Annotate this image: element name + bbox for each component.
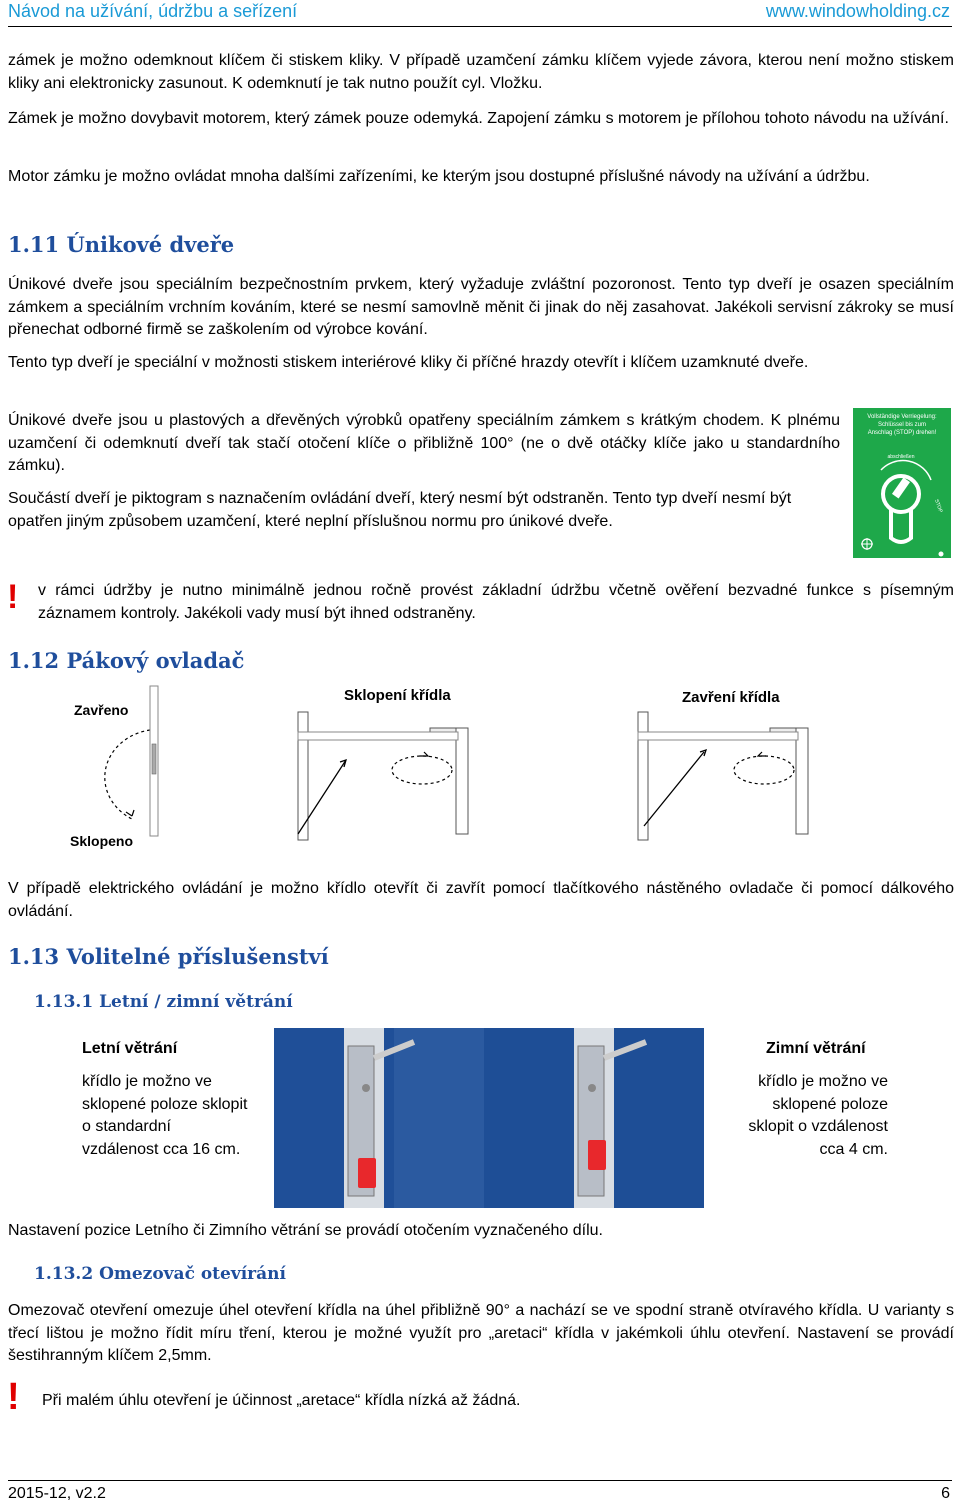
lever-paragraph: V případě elektrického ovládání je možno křídlo otevřít či zavřít pomocí tlačítkového nástěného ovladače či pomocí dálkového ovládání. — [8, 880, 954, 920]
pictogram-arc-label: abschließen — [887, 454, 915, 460]
escape-doors-paragraph-4: Součástí dveří je piktogram s naznačením ovládání dveří, který nesmí být odstraněn. Tento typ dveří nesmí být opatřen jiným způsobem uzamčení, které neplní příslušnou normu pro únikové dveře. — [8, 490, 792, 530]
escape-door-pictogram — [853, 408, 951, 558]
label-tilted: Sklopeno — [70, 833, 134, 849]
summer-lock-part — [358, 1158, 376, 1188]
frame-right — [456, 728, 468, 834]
document-version: 2015-12, v2.2 — [8, 1485, 106, 1502]
label-tilt-wing: Sklopení křídla — [344, 687, 451, 704]
aretace-warning: Při malém úhlu otevření je účinnost „aretace“ křídla nízká až žádná. — [42, 1392, 521, 1409]
warning-icon-2: ! — [7, 1376, 20, 1418]
ventilation-photo — [274, 1028, 704, 1208]
pictogram-text-2: Schlüssel bis zum — [877, 422, 927, 428]
subsection-heading-ventilation: 1.13.1 Letní / zimní větrání — [34, 992, 293, 1012]
intro-paragraph-2: Zámek je možno dovybavit motorem, který zámek pouze odemyká. Zapojení zámku s motorem je přílohou tohoto návodu na užívání. — [8, 110, 949, 127]
intro-paragraph-3: Motor zámku je možno ovládat mnoha dalšími zařízeními, ke kterým jsou dostupné příslušné návody na užívání a údržbu. — [8, 168, 870, 185]
warning-icon: ! — [7, 578, 19, 616]
page-header — [8, 0, 952, 27]
escape-doors-paragraph-2: Tento typ dveří je speciální v možnosti stiskem interiérové kliky či příčné hrazdy otevřít i klíčem uzamknuté dveře. — [8, 354, 809, 371]
section-heading-accessories: 1.13 Volitelné příslušenství — [8, 944, 329, 969]
escape-doors-paragraph-3: Únikové dveře jsou u plastových a dřevěných výrobků opatřeny speciálním zámkem s krátkým chodem. K plnému uzamčení či odemknutí dveří tak stačí otočení klíče o přibližně 100° (ne o dvě otáčky klíče jako u standardního zámku). — [8, 412, 840, 474]
opening-limiter-paragraph: Omezovač otevření omezuje úhel otevření křídla na úhel přibližně 90° a nachází se ve spodní straně otvíravého křídla. U varianty s třecí lištou je možno řídit míru tření, kterou je možné využít pro „aretaci“ křídla v jakémkoli úhlu otevření. Nastavení se provádí šestihranným klíčem 2,5mm. — [8, 1302, 954, 1364]
intro-paragraph-1: zámek je možno odemknout klíčem či stiskem kliky. V případě uzamčení zámku klíčem vyjede závora, kterou není možno stiskem kliky ani elektronicky zasunout. K odemknutí je tak nutno použít cyl. Vložku. — [8, 52, 954, 92]
summer-ventilation-text: křídlo je možno ve sklopené poloze sklopit o standardní vzdálenost cca 16 cm. — [82, 1073, 248, 1158]
section-heading-lever-control: 1.12 Pákový ovladač — [8, 648, 245, 673]
winter-ventilation-text: křídlo je možno ve sklopené poloze sklopit o vzdálenost cca 4 cm. — [748, 1073, 888, 1158]
summer-ventilation-title: Letní větrání — [82, 1040, 178, 1057]
ventilation-adjust-paragraph: Nastavení pozice Letního či Zimního větrání se provádí otočením vyznačeného dílu. — [8, 1222, 603, 1239]
subsection-heading-opening-limiter: 1.13.2 Omezovač otevírání — [34, 1264, 286, 1284]
maintenance-warning: v rámci údržby je nutno minimálně jednou ročně provést základní údržbu včetně ověření bezvadné funkce s písemným záznamem kontroly. Jakékoli vady musí být ihned odstraněny. — [38, 582, 954, 622]
lever-operator-diagram — [40, 684, 940, 860]
swing-arc — [105, 730, 150, 820]
pictogram-stop-label: STOP — [933, 498, 944, 514]
winter-ventilation-title: Zimní větrání — [766, 1040, 866, 1057]
pictogram-text-1: Vollständige Verriegelung: — [867, 414, 937, 420]
close-arrow — [644, 752, 704, 826]
website-link[interactable]: www.windowholding.cz — [765, 1, 950, 21]
winter-lock-part — [588, 1140, 606, 1170]
rotation-ellipse — [392, 756, 452, 784]
escape-doors-paragraph-1: Únikové dveře jsou speciálním bezpečnostním prvkem, který vyžaduje zvláštní pozoronost. Tento typ dveří je osazen speciálním zámkem a speciálním vrchním kováním, které se nesmí samovlně měnit či jinak do něj zasahovat. Jakékoli servisní zákroky se musí přenechat odborné firmě se zaškolením od výrobce kování. — [8, 276, 954, 338]
document-title: Návod na užívání, údržbu a seřízení — [8, 1, 298, 21]
label-close-wing: Zavření křídla — [682, 689, 780, 706]
label-closed: Zavřeno — [74, 702, 129, 718]
page-number: 6 — [941, 1485, 950, 1502]
pictogram-text-3: Anschlag (STOP) drehen! — [867, 430, 937, 436]
section-heading-escape-doors: 1.11 Únikové dveře — [8, 232, 235, 257]
page-footer — [8, 1480, 952, 1502]
